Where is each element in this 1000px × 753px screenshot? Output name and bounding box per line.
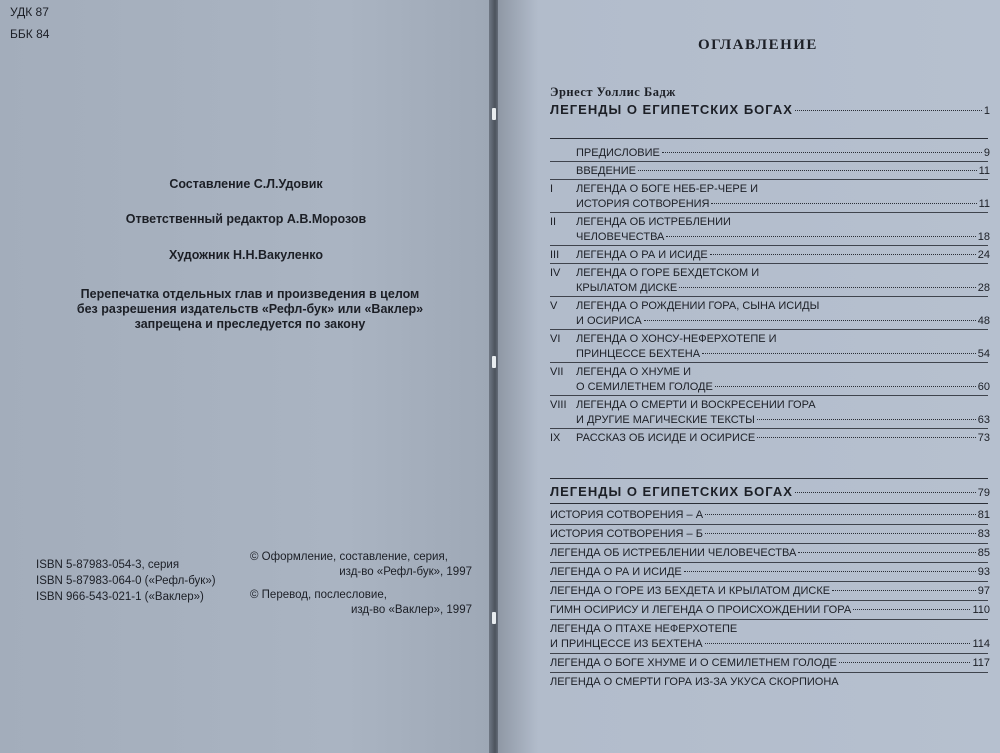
section-rule (550, 138, 988, 139)
entry-divider (550, 562, 988, 563)
entry-last-line (576, 197, 990, 212)
dot-leader (795, 492, 976, 493)
toc-entry[interactable] (550, 508, 990, 523)
toc-entry[interactable] (550, 365, 990, 395)
page-number: 73 (977, 432, 990, 444)
entry-title-line: ЛЕГЕНДА О ХНУМЕ И (576, 366, 691, 378)
compiler-credit: Составление С.Л.Удовик (169, 177, 323, 191)
entry-last-line (550, 584, 990, 599)
dot-leader (679, 287, 976, 288)
book-title-entry[interactable] (550, 102, 990, 117)
dot-leader (702, 353, 976, 354)
entry-divider (550, 362, 988, 363)
artist-credit: Художник Н.Н.Вакуленко (168, 248, 324, 262)
warning-line: запрещена и преследуется по закону (134, 317, 366, 331)
dot-leader (798, 552, 975, 553)
entry-body (550, 584, 990, 599)
binding-stitch (492, 612, 496, 624)
dot-leader (705, 514, 976, 515)
entry-divider (550, 581, 988, 582)
entry-title-line: ЛЕГЕНДА О ГОРЕ ИЗ БЕХДЕТА И КРЫЛАТОМ ДИСКЕ (550, 585, 831, 597)
toc-heading: ОГЛАВЛЕНИЕ (698, 37, 818, 53)
page-number: 85 (977, 547, 990, 559)
entry-last-line (576, 380, 990, 395)
binding-stitch (492, 108, 496, 120)
entry-divider (550, 600, 988, 601)
part-title-entry[interactable] (550, 484, 990, 499)
left-page (0, 0, 492, 753)
entry-body (550, 656, 990, 671)
isbn-line: ISBN 5-87983-064-0 («Рефл-бук») (36, 575, 216, 587)
entry-divider (550, 524, 988, 525)
entry-divider (550, 653, 988, 654)
entry-title-line: ЛЕГЕНДА ОБ ИСТРЕБЛЕНИИ (576, 216, 731, 228)
entry-last-line (550, 656, 990, 671)
isbn-line: ISBN 966-543-021-1 («Ваклер») (36, 591, 204, 603)
dot-leader (705, 643, 971, 644)
entry-last-line (550, 508, 990, 523)
entry-last-line (576, 347, 990, 362)
chapter-number: I (550, 183, 554, 195)
dot-leader (710, 254, 976, 255)
page-number: 97 (977, 585, 990, 597)
entry-divider (550, 428, 988, 429)
entry-title-line: И ДРУГИЕ МАГИЧЕСКИЕ ТЕКСТЫ (576, 414, 755, 426)
entry-last-line (576, 431, 990, 446)
entry-title-line: ГИМН ОСИРИСУ И ЛЕГЕНДА О ПРОИСХОЖДЕНИИ ГОРА (550, 604, 852, 616)
chapter-number: VII (550, 366, 564, 378)
entry-last-line (576, 164, 990, 179)
entry-body (576, 365, 990, 395)
toc-entry[interactable] (550, 182, 990, 212)
toc-entry[interactable] (550, 656, 990, 671)
entry-body (576, 266, 990, 296)
copyright-line: изд-во «Ваклер», 1997 (350, 604, 472, 616)
chapter-number: IX (550, 432, 561, 444)
dot-leader (853, 609, 970, 610)
dot-leader (638, 170, 977, 171)
entry-body (550, 527, 990, 542)
entry-title-line: ПРИНЦЕССЕ БЕХТЕНА (576, 348, 701, 360)
page-number: 63 (977, 414, 990, 426)
entry-last-line (550, 675, 990, 690)
entry-last-line (576, 413, 990, 428)
entry-last-line (576, 281, 990, 296)
toc-entry[interactable] (550, 398, 990, 428)
entry-divider (550, 672, 988, 673)
page-number: 54 (977, 348, 990, 360)
page-number: 83 (977, 528, 990, 540)
copyright-line: изд-во «Рефл-бук», 1997 (339, 566, 472, 578)
entry-body (576, 248, 990, 263)
entry-last-line (550, 637, 990, 652)
page-number: 11 (978, 198, 990, 210)
page-number: 110 (972, 604, 990, 616)
entry-divider (550, 245, 988, 246)
toc-entry[interactable] (550, 546, 990, 561)
entry-title-line: ЛЕГЕНДА О ХОНСУ-НЕФЕРХОТЕПЕ И (576, 333, 777, 345)
copyright-translation (250, 588, 472, 618)
chapter-number: VIII (550, 399, 567, 411)
page-number: 11 (978, 165, 990, 177)
dot-leader (715, 386, 976, 387)
page-number: 117 (972, 657, 990, 669)
dot-leader (666, 236, 975, 237)
dot-leader (757, 437, 976, 438)
entry-title-line: ИСТОРИЯ СОТВОРЕНИЯ (576, 198, 710, 210)
entry-last-line (550, 527, 990, 542)
editor-credit: Ответственный редактор А.В.Морозов (125, 212, 367, 226)
entry-title-line: ЛЕГЕНДА О РА И ИСИДЕ (550, 566, 682, 578)
entry-title-line: ЛЕГЕНДА О БОГЕ ХНУМЕ И О СЕМИЛЕТНЕМ ГОЛОДЕ (550, 657, 837, 669)
section-rule (550, 503, 988, 504)
udk-code: УДК 87 (10, 5, 49, 19)
chapter-number: II (550, 216, 557, 228)
chapter-number: VI (550, 333, 561, 345)
entry-last-line (576, 230, 990, 245)
book-title: ЛЕГЕНДЫ О ЕГИПЕТСКИХ БОГАХ (550, 102, 793, 117)
entry-body (576, 164, 990, 179)
entry-divider (550, 395, 988, 396)
toc-entry[interactable] (550, 603, 990, 618)
toc-entry[interactable] (550, 164, 990, 179)
entry-title-line: О СЕМИЛЕТНЕМ ГОЛОДЕ (576, 381, 713, 393)
entry-body (550, 603, 990, 618)
page-number: 9 (983, 147, 990, 159)
dot-leader (839, 662, 971, 663)
entry-title-line: ЛЕГЕНДА ОБ ИСТРЕБЛЕНИИ ЧЕЛОВЕЧЕСТВА (550, 547, 797, 559)
entry-title-line: ЛЕГЕНДА О БОГЕ НЕБ-ЕР-ЧЕРЕ И (576, 183, 759, 195)
entry-body (576, 431, 990, 446)
author-name: Эрнест Уоллис Бадж (550, 85, 676, 99)
toc-entry[interactable] (550, 266, 990, 296)
entry-title-line: РАССКАЗ ОБ ИСИДЕ И ОСИРИСЕ (576, 432, 756, 444)
entry-body (576, 146, 990, 161)
entry-divider (550, 296, 988, 297)
chapter-number: V (550, 300, 558, 312)
page-number: 60 (977, 381, 990, 393)
copyright-line: © Перевод, послесловие, (250, 589, 387, 601)
entry-body (576, 332, 990, 362)
entry-divider (550, 543, 988, 544)
entry-last-line (550, 565, 990, 580)
entry-title-line: ЛЕГЕНДА О СМЕРТИ ГОРА ИЗ-ЗА УКУСА СКОРПИОНА (550, 676, 839, 688)
bbk-code: ББК 84 (10, 27, 50, 41)
toc-entry[interactable] (550, 332, 990, 362)
right-page (498, 0, 1000, 753)
page-number: 18 (977, 231, 990, 243)
entry-body (576, 182, 990, 212)
reprint-warning (30, 287, 470, 332)
entry-body (550, 546, 990, 561)
entry-title-line: КРЫЛАТОМ ДИСКЕ (576, 282, 678, 294)
isbn-block (36, 557, 216, 605)
page-number: 1 (983, 105, 990, 117)
chapter-number: IV (550, 267, 561, 279)
entry-title-line: И ПРИНЦЕССЕ ИЗ БЕХТЕНА (550, 638, 703, 650)
entry-divider (550, 179, 988, 180)
page-number: 114 (972, 638, 990, 650)
entry-last-line (550, 603, 990, 618)
toc-entry[interactable] (550, 527, 990, 542)
toc-entry[interactable] (550, 565, 990, 580)
dot-leader (662, 152, 982, 153)
toc-entry[interactable] (550, 584, 990, 599)
toc-entry[interactable] (550, 146, 990, 161)
dot-leader (644, 320, 976, 321)
entry-title-line: ЛЕГЕНДА О РОЖДЕНИИ ГОРА, СЫНА ИСИДЫ (576, 300, 820, 312)
warning-line: без разрешения издательств «Рефл-бук» или «Ваклер» (76, 302, 424, 316)
classification-codes (10, 1, 49, 45)
entry-body (550, 622, 990, 652)
toc-entry[interactable] (550, 215, 990, 245)
dot-leader (757, 419, 976, 420)
copyright-line: © Оформление, составление, серия, (250, 551, 448, 563)
entry-body (576, 398, 990, 428)
entry-divider (550, 619, 988, 620)
toc-entry[interactable] (550, 431, 990, 446)
page-number: 48 (977, 315, 990, 327)
entry-title-line: ВВЕДЕНИЕ (576, 165, 636, 177)
section-rule (550, 478, 988, 479)
part-title: ЛЕГЕНДЫ О ЕГИПЕТСКИХ БОГАХ (550, 484, 793, 499)
chapter-number: III (550, 249, 560, 261)
page-number: 81 (977, 509, 990, 521)
dot-leader (832, 590, 976, 591)
isbn-line: ISBN 5-87983-054-3, серия (36, 559, 180, 571)
entry-title-line: ЛЕГЕНДА О ПТАХЕ НЕФЕРХОТЕПЕ (550, 623, 738, 635)
dot-leader (711, 203, 976, 204)
page-number: 93 (977, 566, 990, 578)
entry-divider (550, 212, 988, 213)
entry-title-line: ЧЕЛОВЕЧЕСТВА (576, 231, 665, 243)
entry-body (576, 215, 990, 245)
entry-title-line: ЛЕГЕНДА О РА И ИСИДЕ (576, 249, 708, 261)
binding-stitch (492, 356, 496, 368)
entry-title-line: ЛЕГЕНДА О СМЕРТИ И ВОСКРЕСЕНИИ ГОРА (576, 399, 816, 411)
entry-divider (550, 329, 988, 330)
page-number: 24 (977, 249, 990, 261)
dot-leader (684, 571, 976, 572)
entry-last-line (576, 146, 990, 161)
entry-title-line: И ОСИРИСА (576, 315, 642, 327)
entry-divider (550, 263, 988, 264)
dot-leader (705, 533, 976, 534)
entry-body (550, 508, 990, 523)
copyright-design (250, 550, 472, 580)
entry-divider (550, 161, 988, 162)
entry-last-line (576, 248, 990, 263)
entry-title-line: ПРЕДИСЛОВИЕ (576, 147, 660, 159)
entry-title-line: ИСТОРИЯ СОТВОРЕНИЯ – А (550, 509, 704, 521)
page-number: 28 (977, 282, 990, 294)
entry-last-line (576, 314, 990, 329)
entry-body (550, 675, 990, 690)
entry-title-line: ИСТОРИЯ СОТВОРЕНИЯ – Б (550, 528, 703, 540)
entry-title-line: ЛЕГЕНДА О ГОРЕ БЕХДЕТСКОМ И (576, 267, 760, 279)
entry-body (550, 565, 990, 580)
toc-entry[interactable] (550, 622, 990, 652)
toc-entry[interactable] (550, 248, 990, 263)
warning-line: Перепечатка отдельных глав и произведения в целом (80, 287, 420, 301)
toc-entry[interactable] (550, 675, 990, 690)
dot-leader (795, 110, 982, 111)
entry-last-line (550, 546, 990, 561)
page-number: 79 (977, 487, 990, 499)
entry-body (576, 299, 990, 329)
toc-entry[interactable] (550, 299, 990, 329)
